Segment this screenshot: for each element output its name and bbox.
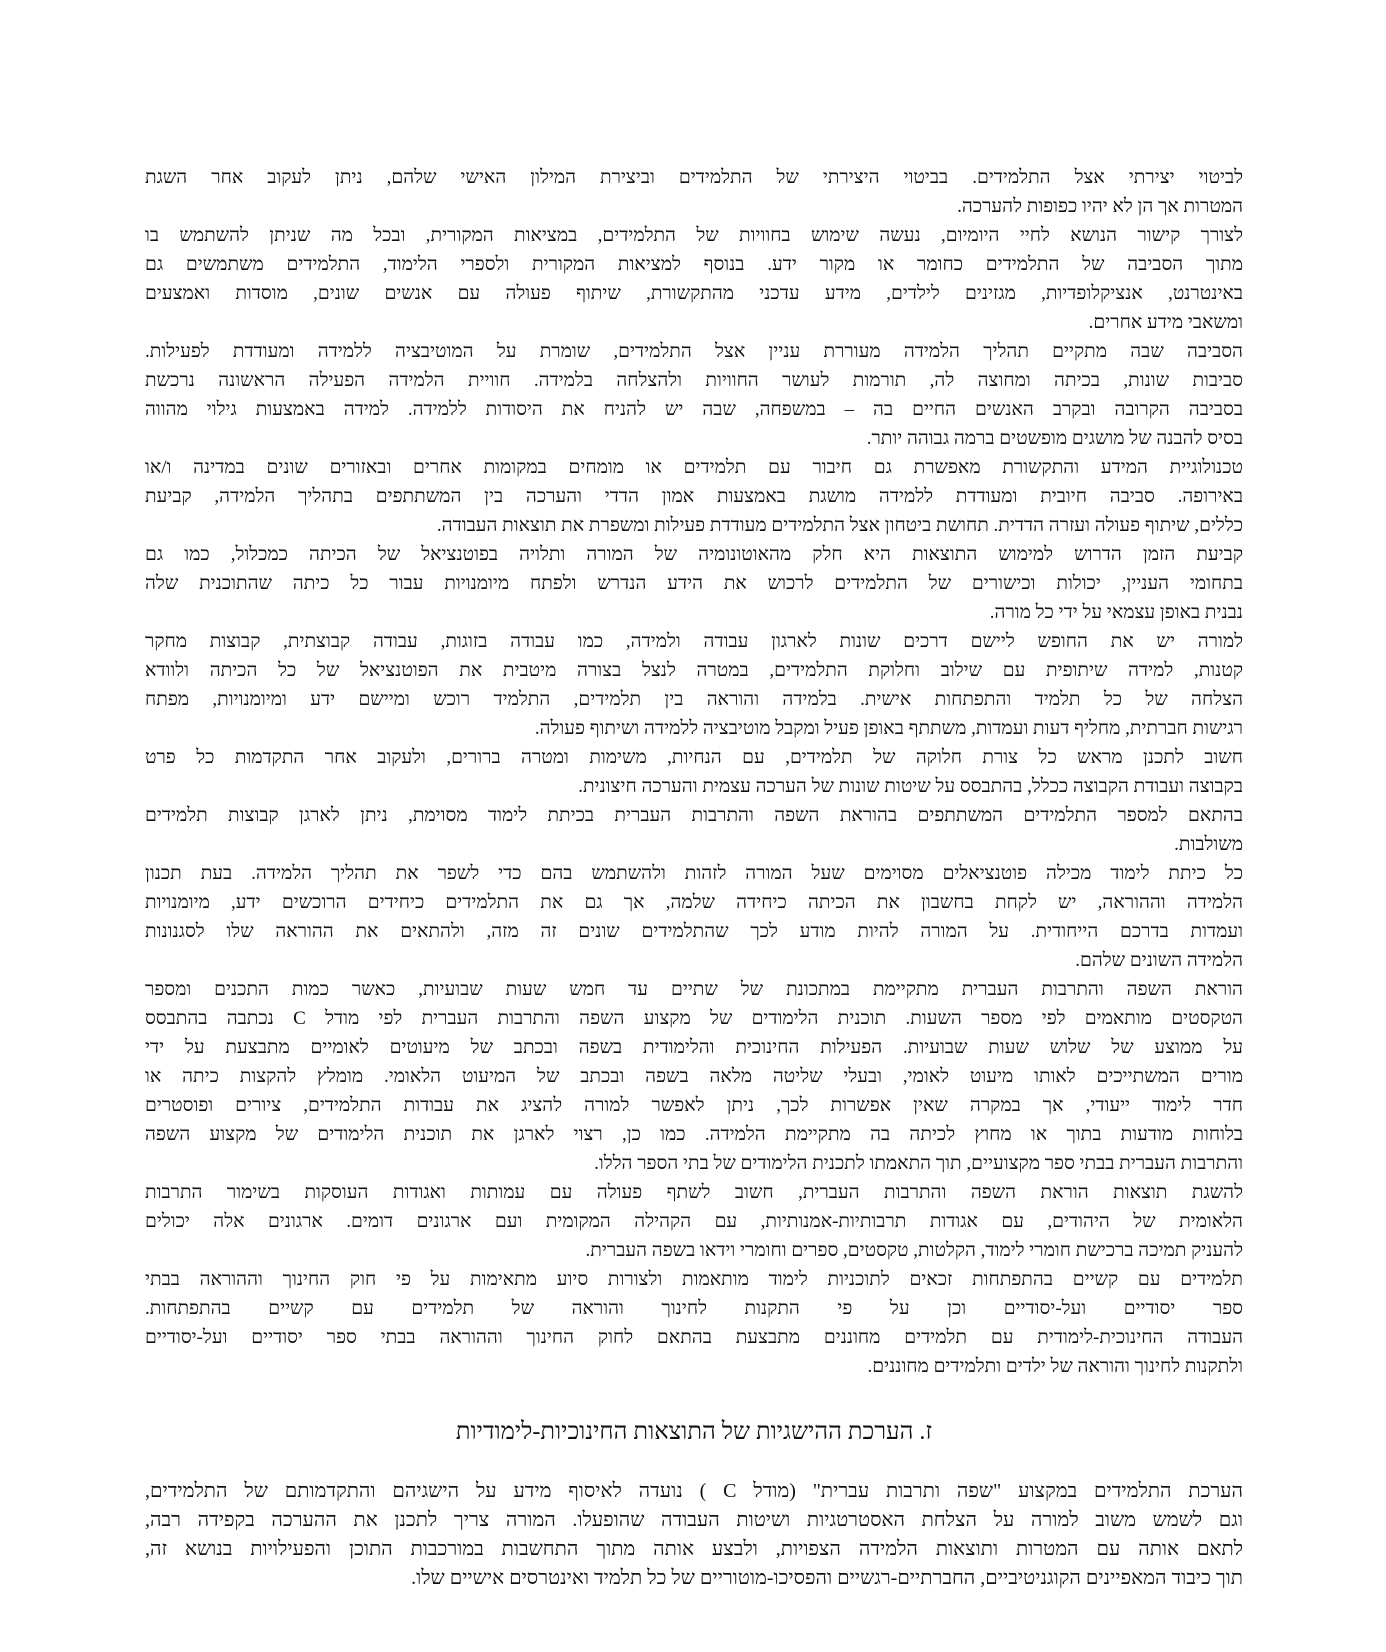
document-body [145,163,1243,1381]
text-line: קביעת הזמן הדרוש למימוש התוצאות היא חלק מהאוטונומיה של המורה ותלויה בפוטנציאל של הכיתה כמכלול, כמו גם [145,544,1243,565]
text-line: בקבוצה ועבודת הקבוצה ככלל, בהתבסס על שיטות שונות של הערכה עצמית והערכה חיצונית. [578,776,1243,797]
text-line: המטרות אך הן לא יהיו כפופות להערכה. [957,196,1243,217]
text-line: בסביבה הקרובה ובקרב האנשים החיים בה – במשפחה, שבה יש להניח את היסודות ללמידה. למידה באמצעות גילוי מהווה [145,399,1243,420]
text-line: תוך כיבוד המאפיינים הקוגניטיביים, החברתיים-רגשיים והפסיכו-מוטוריים של כל תלמיד ואינטרסים אישיים שלו. [411,1567,1243,1589]
paragraph [145,975,1243,1178]
text-line: הוראת השפה והתרבות העברית מתקיימת במתכונת של שתיים עד חמש שעות שבועיות, כאשר כמות התכנים ומספר [145,979,1243,1000]
text-line: הלאומית של היהודים, עם אגודות תרבותיות-אמנותיות, עם הקהילה המקומית ועם ארגונים דומים. ארגונים אלה יכולים [145,1211,1243,1232]
paragraph [145,1265,1243,1381]
text-line: באירופה. סביבה חיובית ומעודדת ללמידה מושגת באמצעות אמון הדדי והערכה בין המשתתפים בתהליך הלמידה, קביעת [145,486,1243,507]
text-line: בהתאם למספר התלמידים המשתתפים בהוראת השפה והתרבות העברית בכיתת לימוד מסוימת, ניתן לארגן קבוצות תלמידים [145,805,1243,826]
section-heading: ז. הערכת ההישגיות של התוצאות החינוכיות-לימודיות [455,1419,933,1445]
text-line: לביטוי יצירתי אצל התלמידים. בביטוי היצירתי של התלמידים וביצירת המילון האישי שלהם, ניתן לעקוב אחר השגת [145,167,1243,188]
text-line: העבודה החינוכית-לימודית עם תלמידים מחוננים מתבצעת בהתאם לחוק החינוך וההוראה בבתי ספר יסודיים ועל-יסודיים [145,1327,1243,1348]
text-line: מורים המשתייכים לאותו מיעוט לאומי, ובעלי שליטה מלאה בשפה ובכתב של המיעוט הלאומי. מומלץ להקצות כיתה או [145,1066,1243,1087]
text-line: ועמדות בדרכם הייחודית. על המורה להיות מודע לכך שהתלמידים שונים זה מזה, ולהתאים את ההוראה שלו לסגנונות [145,921,1243,942]
text-line: תלמידים עם קשיים בהתפתחות זכאים לתוכניות לימוד מותאמות ולצורות סיוע מתאימות על פי חוק החינוך וההוראה בבתי [145,1269,1243,1290]
paragraph [145,540,1243,627]
text-line: חדר לימוד ייעודי, אך במקרה שאין אפשרות לכך, ניתן לאפשר למורה להציג את עבודות התלמידים, ציורים ופוסטרים [145,1095,1243,1116]
paragraph [145,801,1243,859]
text-line: בתחומי העניין, יכולות וכישורים של התלמידים לרכוש את הידע הנדרש ולפתח מיומנויות עבור כל כיתה שהתוכנית שלה [145,573,1243,594]
text-line: נבנית באופן עצמאי על ידי כל מורה. [989,602,1243,623]
text-line: כללים, שיתוף פעולה ועזרה הדדית. תחושת ביטחון אצל התלמידים מעודדת פעילות ומשפרת את תוצאות העבודה. [436,515,1243,536]
paragraph [145,337,1243,453]
text-line: להעניק תמיכה ברכישת חומרי לימוד, הקלטות, טקסטים, ספרים וחומרי וידאו בשפה העברית. [585,1240,1243,1261]
text-line: כל כיתת לימוד מכילה פוטנציאלים מסוימים שעל המורה לזהות ולהשתמש בהם כדי לשפר את תהליך הלמידה. בעת תכנון [145,863,1243,884]
paragraph [145,627,1243,743]
text-line: הצלחה של כל תלמיד והתפתחות אישית. בלמידה והוראה בין תלמידים, התלמיד רוכש ומיישם ידע ומיומנויות, מפתח [145,689,1243,710]
text-line: להשגת תוצאות הוראת השפה והתרבות העברית, חשוב לשתף פעולה עם עמותות ואגודות העוסקות בשימור התרבות [145,1182,1243,1203]
text-line: לתאם אותה עם המטרות ותוצאות הלמידה הצפויות, ולבצע אותה מתוך התחשבות במורכבות התוכן והפעילויות בנושא זה, [145,1538,1243,1560]
text-line: וגם לשמש משוב למורה על הצלחת האסטרטגיות ושיטות העבודה שהופעלו. המורה צריך לתכנן את ההערכה בקפידה רבה, [145,1509,1243,1531]
text-line: מתוך הסביבה של התלמידים כחומר או מקור ידע. בנוסף למציאות המקורית ולספרי הלימוד, התלמידים משתמשים גם [145,254,1243,275]
text-line: והתרבות העברית בבתי ספר מקצועיים, תוך התאמתו לתכנית הלימודים של בתי הספר הללו. [594,1153,1243,1174]
text-line: רגישות חברתית, מחליף דעות ועמדות, משתתף באופן פעיל ומקבל מוטיבציה ללמידה ושיתוף פעולה. [534,718,1243,739]
final-paragraph [145,1477,1243,1593]
text-line: הסביבה שבה מתקיים תהליך הלמידה מעוררת עניין אצל התלמידים, שומרת על המוטיבציה ללמידה ומעודדת לפעילות. [145,341,1243,362]
text-line: ספר יסודיים ועל-יסודיים וכן על פי התקנות לחינוך והוראה של תלמידים עם קשיים בהתפתחות. [145,1298,1243,1319]
text-line: חשוב לתכנן מראש כל צורת חלוקה של תלמידים, עם הנחיות, משימות ומטרה ברורים, ולעקוב אחר התקדמות כל פרט [145,747,1243,768]
text-line: טכנולוגיית המידע והתקשורת מאפשרת גם חיבור עם תלמידים או מומחים במקומות אחרים ובאזורים שונים במדינה ו/או [145,457,1243,478]
text-line: הלמידה השונים שלהם. [1075,950,1243,971]
text-line: ולתקנות לחינוך והוראה של ילדים ותלמידים מחוננים. [867,1356,1243,1377]
text-line: הלמידה וההוראה, יש לקחת בחשבון את הכיתה כיחידה שלמה, אך גם את התלמידים כיחידים הרוכשים ידע, מיומנויות [145,892,1243,913]
paragraph [145,859,1243,975]
paragraph [145,743,1243,801]
paragraph [145,1178,1243,1265]
text-line: בסיס להבנה של מושגים מופשטים ברמה גבוהה יותר. [866,428,1243,449]
paragraph [145,163,1243,221]
text-line: קטנות, למידה שיתופית עם שילוב וחלוקת התלמידים, במטרה לנצל בצורה מיטבית את הפוטנציאל של כל הכיתה ולוודא [145,660,1243,681]
text-line: בלוחות מודעות בתוך או מחוץ לכיתה בה מתקיימת הלמידה. כמו כן, רצוי לארגן את תוכנית הלימודים של מקצוע השפה [145,1124,1243,1145]
text-line: הערכת התלמידים במקצוע "שפה ותרבות עברית" (מודל C ) נועדה לאיסוף מידע על הישגיהם והתקדמותם של התלמידים, [145,1480,1244,1502]
paragraph [145,453,1243,540]
text-line: ומשאבי מידע אחרים. [1088,312,1243,333]
text-line: לצורך קישור הנושא לחיי היומיום, נעשה שימוש בחוויות של התלמידים, במציאות המקורית, ובכל מה שניתן להשתמש בו [145,225,1243,246]
paragraph [145,221,1243,337]
text-line: הטקסטים מותאמים לפי מספר השעות. תוכנית הלימודים של מקצוע השפה והתרבות העברית לפי מודל C נכתבה בהתבסס [145,1008,1243,1029]
text-line: סביבות שונות, בכיתה ומחוצה לה, תורמות לעושר החוויות ולהצלחה בלמידה. חוויית הלמידה הפעילה הראשונה נרכשת [145,370,1243,391]
text-line: באינטרנט, אנציקלופדיות, מגזינים לילדים, מידע עדכני מהתקשורת, שיתוף פעולה עם אנשים שונים, מוסדות ואמצעים [145,283,1243,304]
text-line: למורה יש את החופש ליישם דרכים שונות לארגון עבודה ולמידה, כמו עבודה בזוגות, עבודה קבוצתית, קבוצות מחקר [145,631,1243,652]
text-line: על ממוצע של שלוש שעות שבועיות. הפעילות החינוכית והלימודית בשפה ובכתב של מיעוטים לאומיים מתבצעת על ידי [145,1037,1243,1058]
text-line: משולבות. [1174,834,1243,855]
